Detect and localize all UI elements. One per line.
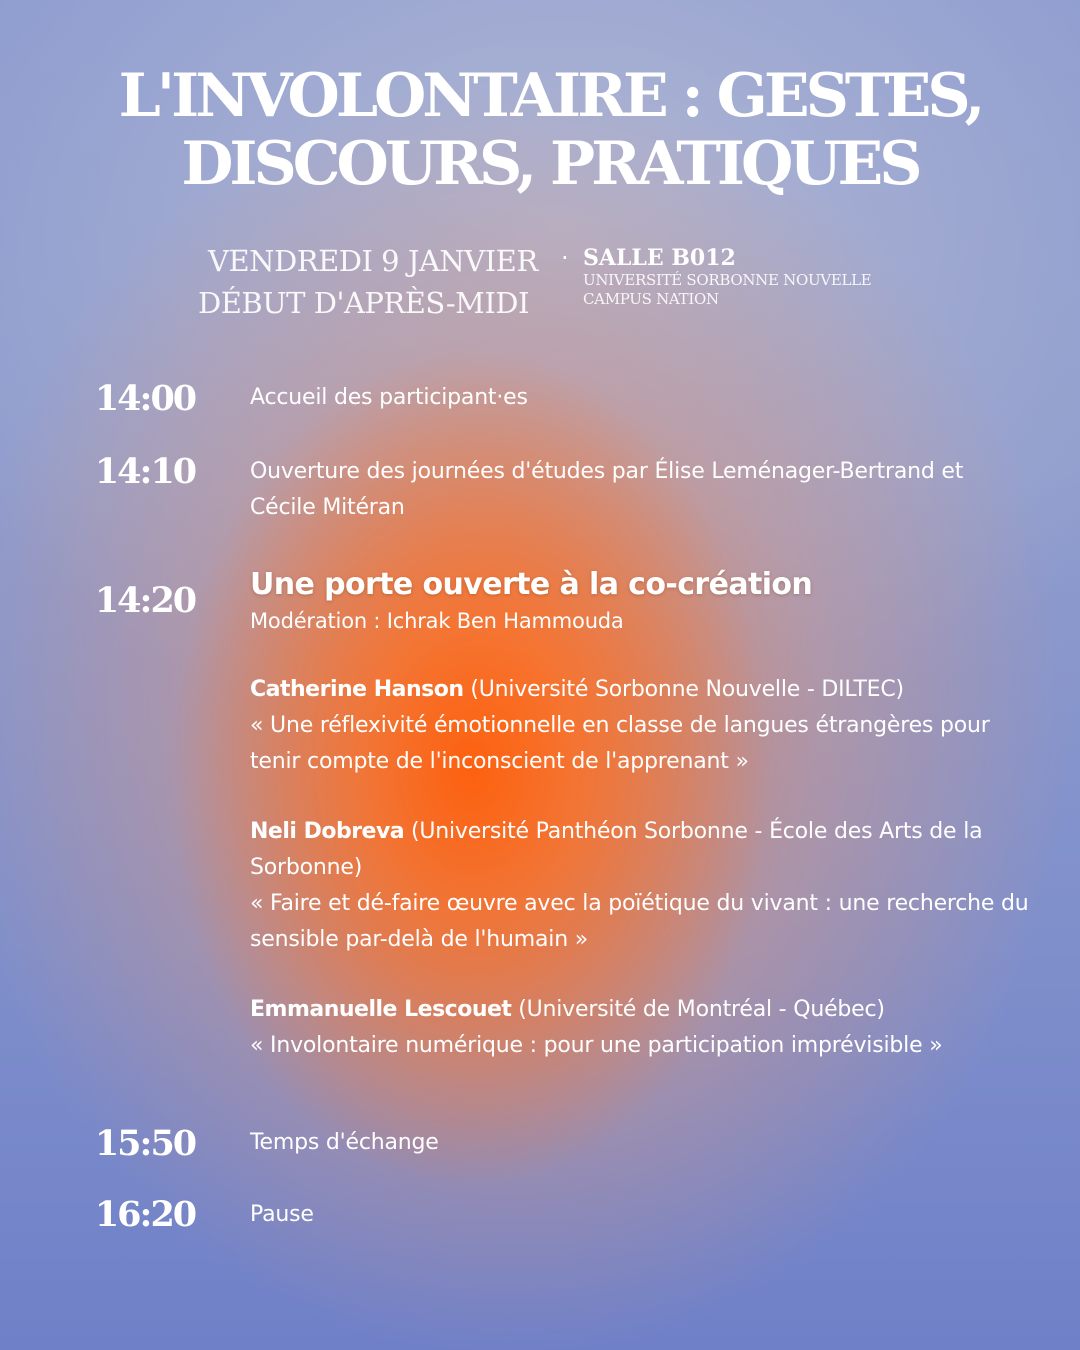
- session-block: [250, 566, 1040, 1064]
- speaker-affiliation: (Université de Montréal - Québec): [518, 997, 885, 1022]
- speaker-name: Catherine Hanson: [250, 677, 464, 702]
- header: [0, 62, 1080, 198]
- schedule-text: Pause: [250, 1202, 314, 1227]
- talk-title: « Involontaire numérique : pour une participation imprévisible »: [250, 1033, 943, 1058]
- schedule-text: Temps d'échange: [250, 1130, 439, 1155]
- campus-name: CAMPUS NATION: [583, 290, 719, 308]
- speaker-affiliation: (Université Panthéon Sorbonne - École des Arts de la Sorbonne): [250, 819, 983, 880]
- schedule-text: Accueil des participant·es: [250, 385, 528, 410]
- event-title: [0, 62, 1080, 198]
- talk-item: [250, 814, 1040, 958]
- time-label: 15:50: [94, 1123, 196, 1164]
- session-moderation: Modération : Ichrak Ben Hammouda: [250, 609, 624, 633]
- time-label: 14:00: [94, 378, 196, 419]
- speaker-affiliation: (Université Sorbonne Nouvelle - DILTEC): [470, 677, 904, 702]
- event-date: VENDREDI 9 JANVIER: [208, 244, 538, 278]
- talk-title: « Faire et dé-faire œuvre avec la poïétique du vivant : une recherche du sensible par-delà de l'humain »: [250, 891, 1029, 952]
- event-when: [198, 240, 538, 324]
- talk-item: [250, 992, 1040, 1064]
- speaker-name: Neli Dobreva: [250, 819, 405, 844]
- talk-title: « Une réflexivité émotionnelle en classe de langues étrangères pour tenir compte de l'inconscient de l'apprenant »: [250, 713, 990, 774]
- title-line-2: DISCOURS, PRATIQUES: [181, 129, 919, 199]
- talk-item: [250, 672, 1040, 780]
- separator-dot: ·: [561, 244, 569, 272]
- event-period: DÉBUT D'APRÈS-MIDI: [198, 286, 529, 320]
- session-title: Une porte ouverte à la co-création: [250, 567, 813, 602]
- university-name: UNIVERSITÉ SORBONNE NOUVELLE: [583, 271, 872, 289]
- title-line-1: L'INVOLONTAIRE : GESTES,: [118, 61, 982, 131]
- schedule-text: Ouverture des journées d'études par Élise Leménager-Bertrand et Cécile Mitéran: [250, 459, 964, 520]
- event-info: [198, 240, 918, 320]
- speaker-name: Emmanuelle Lescouet: [250, 997, 512, 1022]
- time-label: 16:20: [94, 1194, 196, 1235]
- room-name: SALLE B012: [583, 245, 736, 271]
- time-label: 14:10: [94, 451, 196, 492]
- time-label: 14:20: [94, 580, 196, 621]
- event-location: [583, 245, 871, 309]
